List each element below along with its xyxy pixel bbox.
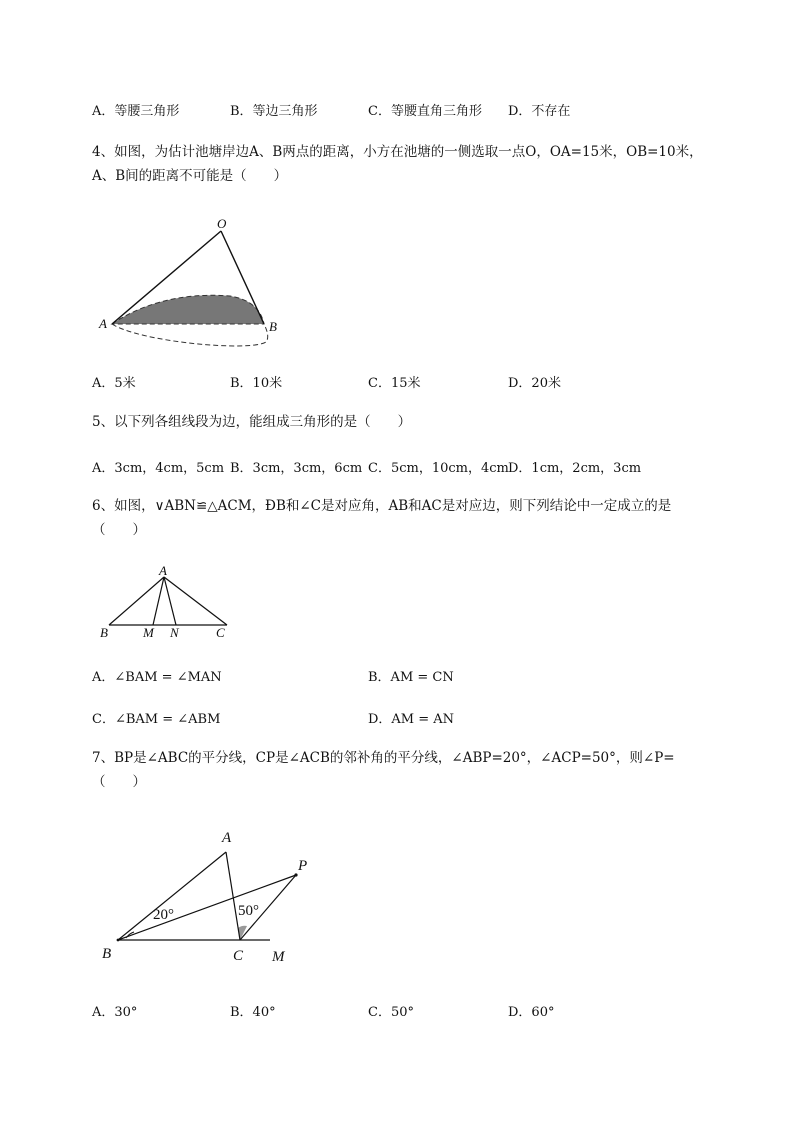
q7-stem-line1: 7、BP是∠ABC的平分线，CP是∠ACB的邻补角的平分线，∠ABP=20°，∠ACP=50°，则∠P= [92,750,675,766]
q5-stem [92,410,742,434]
q7-stem-line2: （ ） [92,774,146,790]
pond-shaded-region [112,295,264,324]
q7-option-a: A．30° [92,1005,138,1020]
q5-option-b: B．3cm，3cm，6cm [230,461,363,476]
q3-option-d: D．不存在 [508,104,571,119]
pond-dashed-outline [112,324,268,346]
q6-stem-line2: （ ） [92,522,146,538]
q5-option-d: D．1cm，2cm，3cm [508,461,642,476]
q6-option-a: A．∠BAM = ∠MAN [92,670,222,685]
label-angle-50: 50° [238,903,259,919]
q7-option-c: C．50° [368,1005,414,1020]
label-a: A [222,830,232,846]
label-a: A [159,563,167,578]
q7-option-b: B．40° [230,1005,276,1020]
label-n: N [170,625,179,640]
q4-stem-line1: 4、如图，为估计池塘岸边A、B两点的距离，小方在池塘的一侧选取一点O，OA=15米，OB=10米， [92,144,703,160]
segment-ab [109,577,164,625]
label-a: A [99,316,107,331]
q6-option-b: B．AM = CN [368,670,454,685]
point-b [117,939,120,942]
label-b: B [100,625,108,640]
label-b: B [269,319,277,334]
label-p: P [298,858,308,874]
q5-stem-line1: 5、以下列各组线段为边，能组成三角形的是（ ） [92,414,412,430]
q6-option-d: D．AM = AN [368,712,455,727]
segment-ba [118,852,226,940]
q7-option-d: D．60° [508,1005,555,1020]
q4-stem-line2: A、B间的距离不可能是（ ） [92,168,288,184]
q6-option-c: C．∠BAM = ∠ABM [92,712,221,727]
q3-option-a: A．等腰三角形 [92,104,180,119]
q6-stem [92,494,742,542]
label-angle-20: 20° [153,907,174,923]
q6-triangle-figure [90,563,250,645]
q4-option-d: D．20米 [508,376,561,391]
q7-stem [92,746,742,794]
label-c: C [233,948,244,964]
q5-option-c: C．5cm，10cm，4cm [368,461,509,476]
q5-option-a: A．3cm，4cm，5cm [92,461,225,476]
segment-ac [164,577,227,625]
label-m: M [272,949,285,965]
q4-stem [92,140,742,188]
q4-option-c: C．15米 [368,376,421,391]
label-b: B [102,946,112,962]
q6-stem-line1: 6、如图，∨ABN≌△ACM，ÐB和∠C是对应角，AB和AC是对应边，则下列结论中一定成立的是 [92,498,672,514]
segment-am [153,577,164,625]
segment-bp [118,875,296,940]
q4-pond-figure [90,210,290,360]
q7-angle-figure [90,820,330,970]
q3-option-b: B．等边三角形 [230,104,318,119]
q3-option-c: C．等腰直角三角形 [368,104,482,119]
label-m: M [143,625,154,640]
q4-option-b: B．10米 [230,376,283,391]
q4-option-a: A．5米 [92,376,136,391]
label-c: C [216,625,225,640]
label-o: O [217,216,227,231]
